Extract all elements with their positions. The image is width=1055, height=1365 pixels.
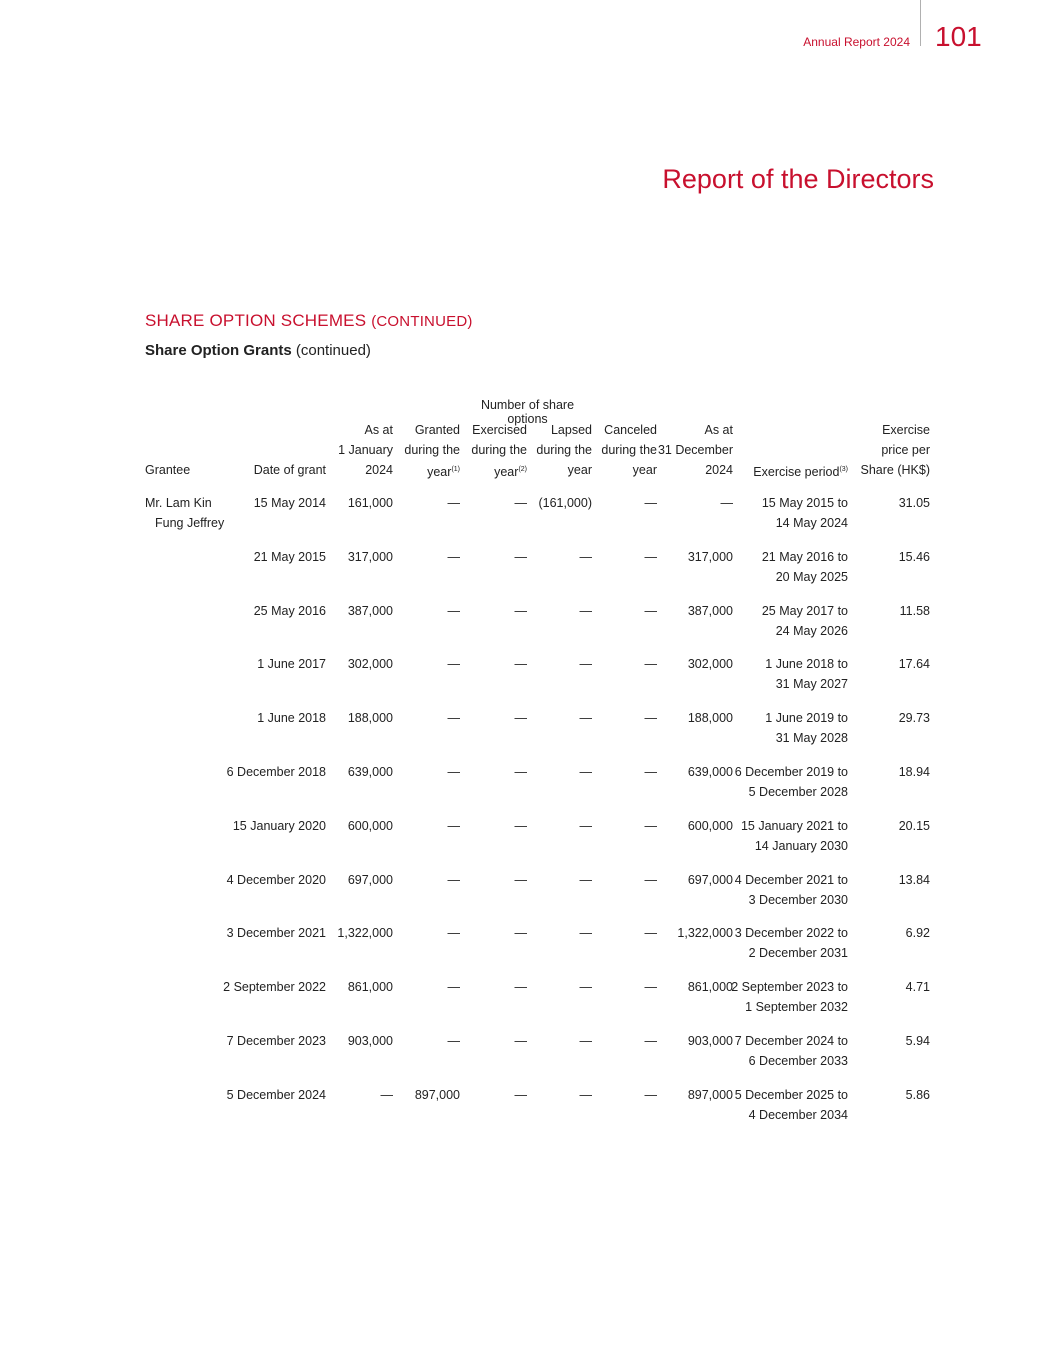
cell-canceled: — [644,496,657,510]
cell-exercise-period: 25 May 2017 to 24 May 2026 [761,604,848,638]
cell-exercised: — [514,980,527,994]
cell-exercised: — [514,926,527,940]
page-number: 101 [935,21,982,52]
header-divider [920,0,921,46]
cell-price: 4.71 [905,980,930,994]
cell-exercise-period: 15 May 2015 to 14 May 2024 [761,496,848,530]
grantee-name: Mr. Lam Kin Fung Jeffrey [145,496,225,530]
cell-lapsed: — [579,657,592,671]
cell-granted: — [447,604,460,618]
cell-lapsed: (161,000) [538,496,592,510]
column-header-grantee: Grantee [145,463,191,477]
cell-canceled: — [644,873,657,887]
cell-exercise-period: 7 December 2024 to 6 December 2033 [734,1034,848,1068]
cell-canceled: — [644,550,657,564]
report-name: Annual Report 2024 [803,35,910,49]
cell-exercise-period: 3 December 2022 to 2 December 2031 [734,926,848,960]
cell-price: 20.15 [898,819,930,833]
section-title: SHARE OPTION SCHEMES [145,311,367,330]
cell-end: 697,000 [687,873,733,887]
cell-exercised: — [514,496,527,510]
cell-date: 2 September 2022 [223,980,326,994]
cell-date: 1 June 2017 [257,657,326,671]
cell-exercised: — [514,819,527,833]
cell-canceled: — [644,657,657,671]
cell-price: 18.94 [898,765,930,779]
cell-price: 13.84 [898,873,930,887]
cell-start: 1,322,000 [337,926,393,940]
cell-exercise-period: 1 June 2018 to 31 May 2027 [765,657,848,691]
cell-lapsed: — [579,550,592,564]
cell-canceled: — [644,819,657,833]
cell-end: 897,000 [687,1088,733,1102]
cell-canceled: — [644,1034,657,1048]
cell-canceled: — [644,765,657,779]
cell-granted: — [447,496,460,510]
cell-end: 302,000 [687,657,733,671]
cell-price: 5.94 [905,1034,930,1048]
cell-exercise-period: 15 January 2021 to 14 January 2030 [740,819,848,853]
column-header-canceled: Canceled during the year [601,423,657,477]
cell-start: 188,000 [347,711,393,725]
cell-start: 861,000 [347,980,393,994]
column-header-exercise-period: Exercise period$^{(3)}$ [753,465,848,480]
cell-date: 5 December 2024 [226,1088,326,1102]
cell-start: 317,000 [347,550,393,564]
subsection-title: Share Option Grants [145,342,292,359]
cell-canceled: — [644,926,657,940]
cell-exercised: — [514,765,527,779]
cell-end: 1,322,000 [677,926,733,940]
column-header-lapsed: Lapsed during the year [536,423,592,477]
cell-price: 31.05 [898,496,930,510]
subsection-heading [145,342,371,359]
cell-date: 4 December 2020 [226,873,326,887]
cell-granted: — [447,550,460,564]
cell-exercised: — [514,1088,527,1102]
cell-exercised: — [514,1034,527,1048]
cell-date: 3 December 2021 [226,926,326,940]
cell-end: 600,000 [687,819,733,833]
cell-lapsed: — [579,1034,592,1048]
cell-exercise-period: 5 December 2025 to 4 December 2034 [734,1088,848,1122]
cell-granted: — [447,926,460,940]
column-header-exercise-price: Exercise price per Share (HK$) [860,423,930,477]
cell-canceled: — [644,1088,657,1102]
cell-exercised: — [514,711,527,725]
cell-start: 600,000 [347,819,393,833]
cell-start: 697,000 [347,873,393,887]
cell-start: — [380,1088,393,1102]
cell-exercise-period: 2 September 2023 to 1 September 2032 [731,980,848,1014]
column-header-exercised: Exercised during the year$^{(2)}$ [471,423,527,480]
cell-granted: — [447,711,460,725]
section-title-suffix: (CONTINUED) [371,313,473,330]
cell-price: 29.73 [898,711,930,725]
cell-start: 387,000 [347,604,393,618]
cell-start: 903,000 [347,1034,393,1048]
cell-price: 11.58 [899,604,930,618]
cell-granted: — [447,657,460,671]
cell-end: 639,000 [687,765,733,779]
cell-granted: — [447,873,460,887]
column-header-as-at-start: As at 1 January 2024 [338,423,393,477]
cell-end: 387,000 [687,604,733,618]
cell-canceled: — [644,711,657,725]
group-header: Number of share options [480,398,575,426]
cell-lapsed: — [579,1088,592,1102]
cell-date: 1 June 2018 [257,711,326,725]
column-header-as-at-end: As at 31 December 2024 [657,423,733,477]
cell-lapsed: — [579,604,592,618]
section-heading [145,311,473,331]
cell-exercise-period: 21 May 2016 to 20 May 2025 [761,550,848,584]
cell-date: 7 December 2023 [226,1034,326,1048]
cell-canceled: — [644,604,657,618]
cell-granted: — [447,1034,460,1048]
cell-lapsed: — [579,926,592,940]
cell-price: 5.86 [905,1088,930,1102]
cell-price: 15.46 [898,550,930,564]
cell-exercise-period: 6 December 2019 to 5 December 2028 [734,765,848,799]
column-header-granted: Granted during the year$^{(1)}$ [404,423,460,480]
subsection-title-suffix: (continued) [295,342,371,359]
cell-exercise-period: 4 December 2021 to 3 December 2030 [734,873,848,907]
cell-lapsed: — [579,711,592,725]
page-title: Report of the Directors [662,164,934,194]
cell-exercised: — [514,873,527,887]
cell-start: 161,000 [347,496,393,510]
cell-date: 15 May 2014 [253,496,326,510]
cell-lapsed: — [579,873,592,887]
cell-lapsed: — [579,819,592,833]
cell-start: 639,000 [347,765,393,779]
cell-end: — [720,496,733,510]
cell-end: 861,000 [687,980,733,994]
cell-price: 17.64 [898,657,930,671]
cell-lapsed: — [579,980,592,994]
cell-start: 302,000 [347,657,393,671]
cell-granted: — [447,819,460,833]
cell-price: 6.92 [905,926,930,940]
cell-granted: 897,000 [414,1088,460,1102]
cell-date: 6 December 2018 [226,765,326,779]
cell-date: 25 May 2016 [253,604,326,618]
cell-date: 15 January 2020 [232,819,326,833]
column-header-date-of-grant: Date of grant [253,463,326,477]
cell-end: 317,000 [687,550,733,564]
cell-exercised: — [514,550,527,564]
cell-granted: — [447,980,460,994]
cell-exercise-period: 1 June 2019 to 31 May 2028 [765,711,848,745]
cell-end: 903,000 [687,1034,733,1048]
cell-date: 21 May 2015 [253,550,326,564]
cell-end: 188,000 [687,711,733,725]
cell-lapsed: — [579,765,592,779]
cell-exercised: — [514,604,527,618]
cell-exercised: — [514,657,527,671]
cell-canceled: — [644,980,657,994]
cell-granted: — [447,765,460,779]
